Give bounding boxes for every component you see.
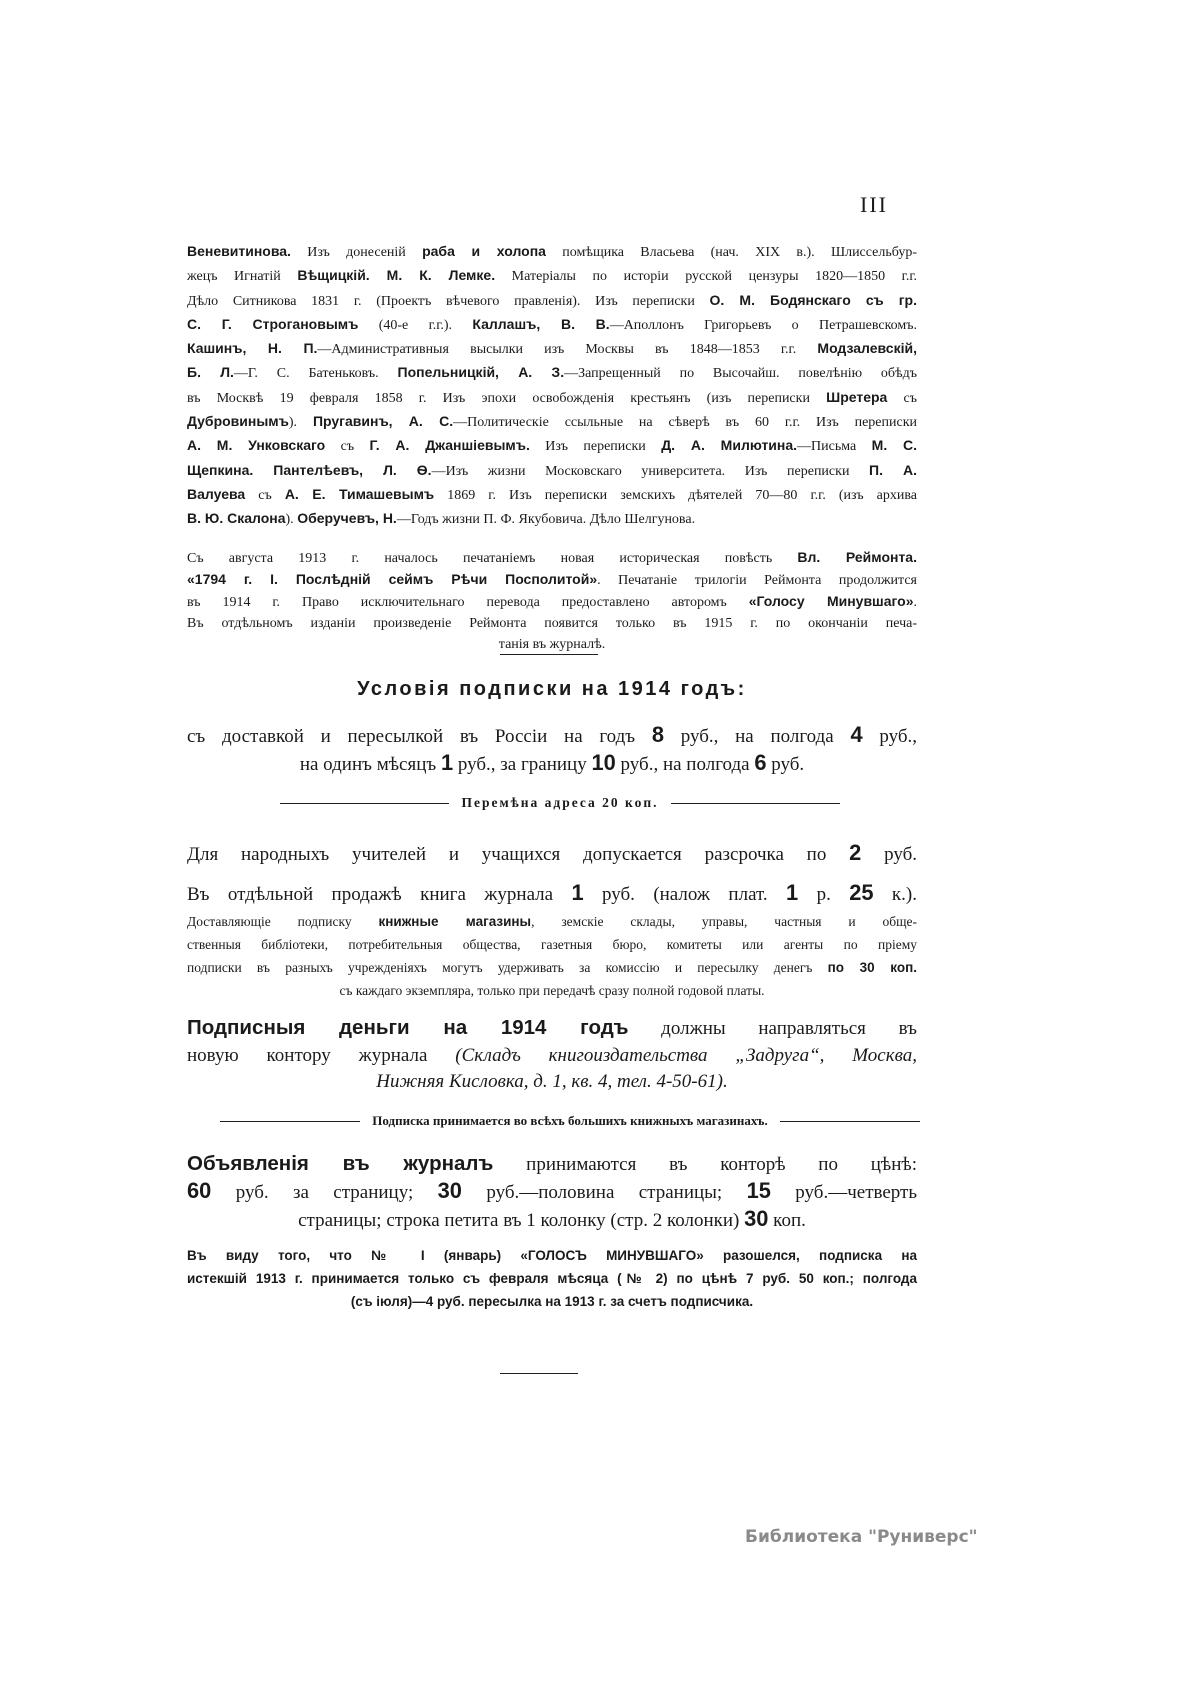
bold-text: С. Г. Строгановымъ [187, 315, 359, 332]
text-segment: помѣщика Власьева (нач. XIX в.). Шлиссельбур- [545, 245, 917, 260]
dash-rule [280, 803, 449, 804]
text-segment: —Годъ жизни П. Ф. Якубовича. Дѣло Шелгунова. [396, 512, 696, 528]
text-line [187, 591, 917, 613]
price-figure: 1 [786, 880, 799, 905]
text-segment: съ [887, 390, 917, 406]
text-line [187, 289, 917, 313]
text-segment: съ доставкой и пересылкой въ Россіи на годъ [187, 726, 652, 747]
subscription-note-text: Подписка принимается во всѣхъ большихъ книжныхъ магазинахъ. [372, 1113, 768, 1128]
text-line [187, 240, 917, 264]
dash-rule [220, 1121, 360, 1122]
text-segment: новую контору журнала [187, 1044, 456, 1066]
text-segment: Доставляющіе подписку [187, 914, 379, 929]
bold-text: «1794 г. I. Послѣдній сеймъ Рѣчи Посполитой» [187, 571, 598, 587]
text-line [187, 547, 917, 569]
bold-text: Валуева [187, 485, 246, 502]
text-segment: руб.—четверть [770, 1182, 918, 1203]
text-line [187, 979, 917, 1002]
bold-text: Попельницкій, А. З. [397, 364, 565, 381]
bold-text: А. Е. Тимашевымъ [284, 485, 435, 502]
installment-and-retail [187, 834, 917, 914]
text-segment: . Печатаніе трилогіи Реймонта продолжится [597, 573, 917, 588]
text-segment: руб., на полгода [664, 726, 851, 747]
text-line [187, 410, 917, 434]
text-line [187, 569, 917, 591]
text-line [187, 722, 917, 750]
text-segment: танія въ журналѣ. [498, 637, 606, 652]
page-number: III [860, 192, 888, 217]
text-line [187, 264, 917, 288]
text-segment: съ [325, 439, 370, 455]
text-segment: подписки въ разныхъ учрежденіяхъ могутъ удерживать за комиссію и пересылку денегъ [187, 960, 828, 975]
text-line [187, 459, 917, 483]
price-figure: 15 [746, 1178, 771, 1203]
text-segment: —Изъ жизни Московскаго университета. Изъ переписки [431, 463, 870, 479]
text-segment: ). [288, 415, 313, 431]
text-segment: руб., [862, 726, 917, 747]
text-segment: Въ отдѣльной продажѣ книга журнала [187, 884, 572, 905]
text-line [187, 337, 917, 361]
text-segment: —Г. С. Батеньковъ. [233, 366, 398, 382]
text-segment: руб., за границу [453, 754, 592, 775]
text-segment: —Запрещенный по Высочайш. повелѣнію обѣдъ [564, 366, 918, 382]
price-figure: 25 [849, 880, 874, 905]
text-segment: истекшій 1913 г. принимается только съ февраля мѣсяца (№ 2) по цѣнѣ 7 руб. 50 коп.; полгода [187, 1271, 917, 1286]
text-line [187, 1290, 917, 1313]
bold-text: Вл. Реймонта. [797, 549, 917, 565]
text-segment: страницы; строка петита въ 1 колонку (стр. 2 колонки) [298, 1210, 745, 1231]
bold-text: Кашинъ, Н. П. [187, 340, 318, 357]
text-segment: (съ іюля)—4 руб. пересылка на 1913 г. за счетъ подписчика. [350, 1294, 754, 1309]
bold-text: по 30 коп. [827, 960, 917, 975]
text-segment: коп. [768, 1210, 806, 1231]
bold-text: Д. А. Милютина. [661, 437, 798, 454]
text-line [187, 1151, 917, 1178]
text-segment: руб. [766, 754, 805, 775]
text-segment: руб., на полгода [615, 754, 755, 775]
price-figure: 2 [849, 840, 862, 865]
text-line [187, 313, 917, 337]
text-segment: —Политическіе ссыльные на сѣверѣ въ 60 г.г. Изъ переписки [453, 415, 917, 431]
text-segment: руб. (налож плат. [583, 884, 787, 905]
bold-text: Б. Л. [187, 364, 234, 381]
bold-text: Г. А. Джаншіевымъ. [369, 437, 530, 454]
text-segment: ственныя библіотеки, потребительныя общества, газетныя бюро, комитеты или агенты по пріему [187, 937, 917, 952]
text-segment: въ 1914 г. Право исключительнаго перевода предоставлено авторомъ [187, 595, 749, 610]
subscription-heading: Условія подписки на 1914 годъ: [357, 678, 747, 700]
text-line [187, 750, 917, 778]
novel-announcement-paragraph [187, 547, 917, 655]
text-segment: въ Москвѣ 19 февраля 1858 г. Изъ эпохи освобожденія крестьянъ (изъ переписки [187, 390, 827, 406]
text-line [187, 1015, 917, 1043]
payment-address-paragraph [187, 1015, 917, 1096]
text-line [187, 483, 917, 507]
dash-rule [780, 1121, 920, 1122]
text-segment: ). [285, 512, 298, 528]
divider [500, 1373, 578, 1374]
subscription-note-line [220, 1113, 920, 1129]
divider [500, 654, 598, 655]
text-segment: Въ отдѣльномъ изданіи произведеніе Реймонта появится только въ 1915 г. по окончаніи печа- [187, 616, 917, 631]
bold-text: В. Ю. Скалона [187, 510, 286, 527]
bold-text: раба и холопа [422, 243, 546, 259]
text-segment: должны направляться въ [628, 1018, 917, 1039]
address-change-line [280, 795, 840, 811]
bold-text: Каллашъ, В. В. [472, 315, 610, 332]
text-segment: руб.—половина страницы; [461, 1182, 747, 1203]
text-segment: (40-е г.г.). [358, 317, 473, 333]
text-line [187, 507, 917, 531]
text-line [187, 361, 917, 385]
bold-text: Шретера [826, 388, 888, 405]
text-segment: —Аполлонъ Григорьевъ о Петрашевскомъ. [609, 317, 917, 333]
text-segment: на одинъ мѣсяцъ [299, 754, 441, 775]
address-change-text: Перемѣна адреса 20 коп. [461, 795, 659, 810]
italic-text: Нижняя Кисловка, д. 1, кв. 4, тел. 4-50-61). [376, 1071, 728, 1092]
price-figure: 60 [187, 1178, 212, 1203]
text-segment: Изъ донесеній [290, 245, 423, 260]
text-segment: руб. за страницу; [211, 1182, 438, 1203]
text-segment: Для народныхъ учителей и учащихся допускается разсрочка по [187, 844, 850, 865]
text-line [187, 910, 917, 933]
bold-text: «Голосу Минувшаго» [748, 593, 914, 609]
text-segment: Въ виду того, что № I (январь) «ГОЛОСЪ МИНУВШАГО» разошелся, подписка на [187, 1248, 917, 1263]
back-issue-note [187, 1244, 917, 1313]
text-segment: —Письма [797, 439, 872, 455]
price-figure: 30 [744, 1206, 769, 1231]
price-figure: 30 [437, 1178, 462, 1203]
price-figure: 10 [591, 750, 616, 775]
text-segment: 1869 г. Изъ переписки земскихъ дѣятелей 70—80 г.г. (изъ архива [434, 487, 917, 503]
library-watermark: Библиотека "Руниверс" [745, 1527, 978, 1547]
text-line [187, 1206, 917, 1234]
text-line [187, 1043, 917, 1070]
text-line [187, 434, 917, 458]
text-line [187, 634, 917, 655]
bold-text: Веневитинова. [187, 243, 291, 259]
text-line [187, 834, 917, 874]
text-segment: к.). [873, 884, 917, 905]
text-segment: съ [245, 487, 285, 503]
bold-text: книжные магазины [378, 914, 532, 929]
text-line [187, 1267, 917, 1290]
bold-text: Щепкина. Пантелѣевъ, Л. Ѳ. [187, 461, 432, 478]
bold-text: М. С. [871, 437, 918, 454]
text-line [187, 386, 917, 410]
price-figure: 1 [571, 880, 584, 905]
bold-text: Дубровинымъ [187, 413, 289, 430]
text-line [187, 1069, 917, 1096]
text-line [187, 956, 917, 979]
text-segment: Дѣло Ситникова 1831 г. (Проектъ вѣчевого правленія). Изъ переписки [187, 293, 710, 309]
text-line [187, 1244, 917, 1267]
text-segment: , земскіе склады, управы, частныя и обще- [531, 914, 917, 929]
advertising-rates-paragraph [187, 1151, 917, 1234]
bold-text: Оберучевъ, Н. [297, 510, 397, 527]
text-segment: Съ августа 1913 г. началось печатаніемъ новая историческая повѣсть [187, 551, 798, 566]
price-figure: 6 [754, 750, 767, 775]
text-line [187, 933, 917, 956]
text-segment: Изъ переписки [529, 439, 662, 455]
bold-text: П. А. [869, 461, 917, 478]
text-line [187, 874, 917, 914]
emphasis-text: Подписныя деньги на 1914 годъ [187, 1016, 629, 1039]
contents-paragraph [187, 240, 917, 532]
emphasis-text: Объявленія въ журналъ [187, 1152, 494, 1175]
bold-text: Вѣщицкій. М. К. Лемке. [297, 267, 496, 284]
text-line [187, 613, 917, 634]
text-segment: съ каждаго экземпляра, только при передачѣ сразу полной годовой платы. [339, 983, 765, 998]
text-segment: руб. [861, 844, 918, 865]
price-figure: 1 [440, 750, 454, 775]
text-segment: —Административныя высылки изъ Москвы въ 1848—1853 г.г. [317, 342, 818, 358]
bold-text: А. М. Унковскаго [187, 437, 326, 454]
bookstores-commission-paragraph [187, 910, 917, 1002]
text-segment: Матеріалы по исторіи русской цензуры 1820—1850 г.г. [495, 269, 917, 285]
text-segment: р. [798, 884, 850, 905]
text-line [187, 1178, 917, 1206]
bold-text: Модзалевскій, [817, 340, 917, 357]
text-segment: жецъ Игнатій [187, 269, 298, 285]
dash-rule [671, 803, 840, 804]
price-figure: 4 [850, 722, 863, 747]
italic-text: (Складъ книгоиздательства „Задруга“, Москва, [455, 1044, 917, 1066]
subscription-prices [187, 722, 917, 778]
bold-text: Пругавинъ, А. С. [312, 413, 454, 430]
price-figure: 8 [651, 722, 665, 747]
text-segment: принимаются въ конторѣ по цѣнѣ: [493, 1154, 917, 1175]
text-segment: . [913, 595, 917, 610]
bold-text: О. М. Бодянскаго съ гр. [709, 291, 917, 308]
